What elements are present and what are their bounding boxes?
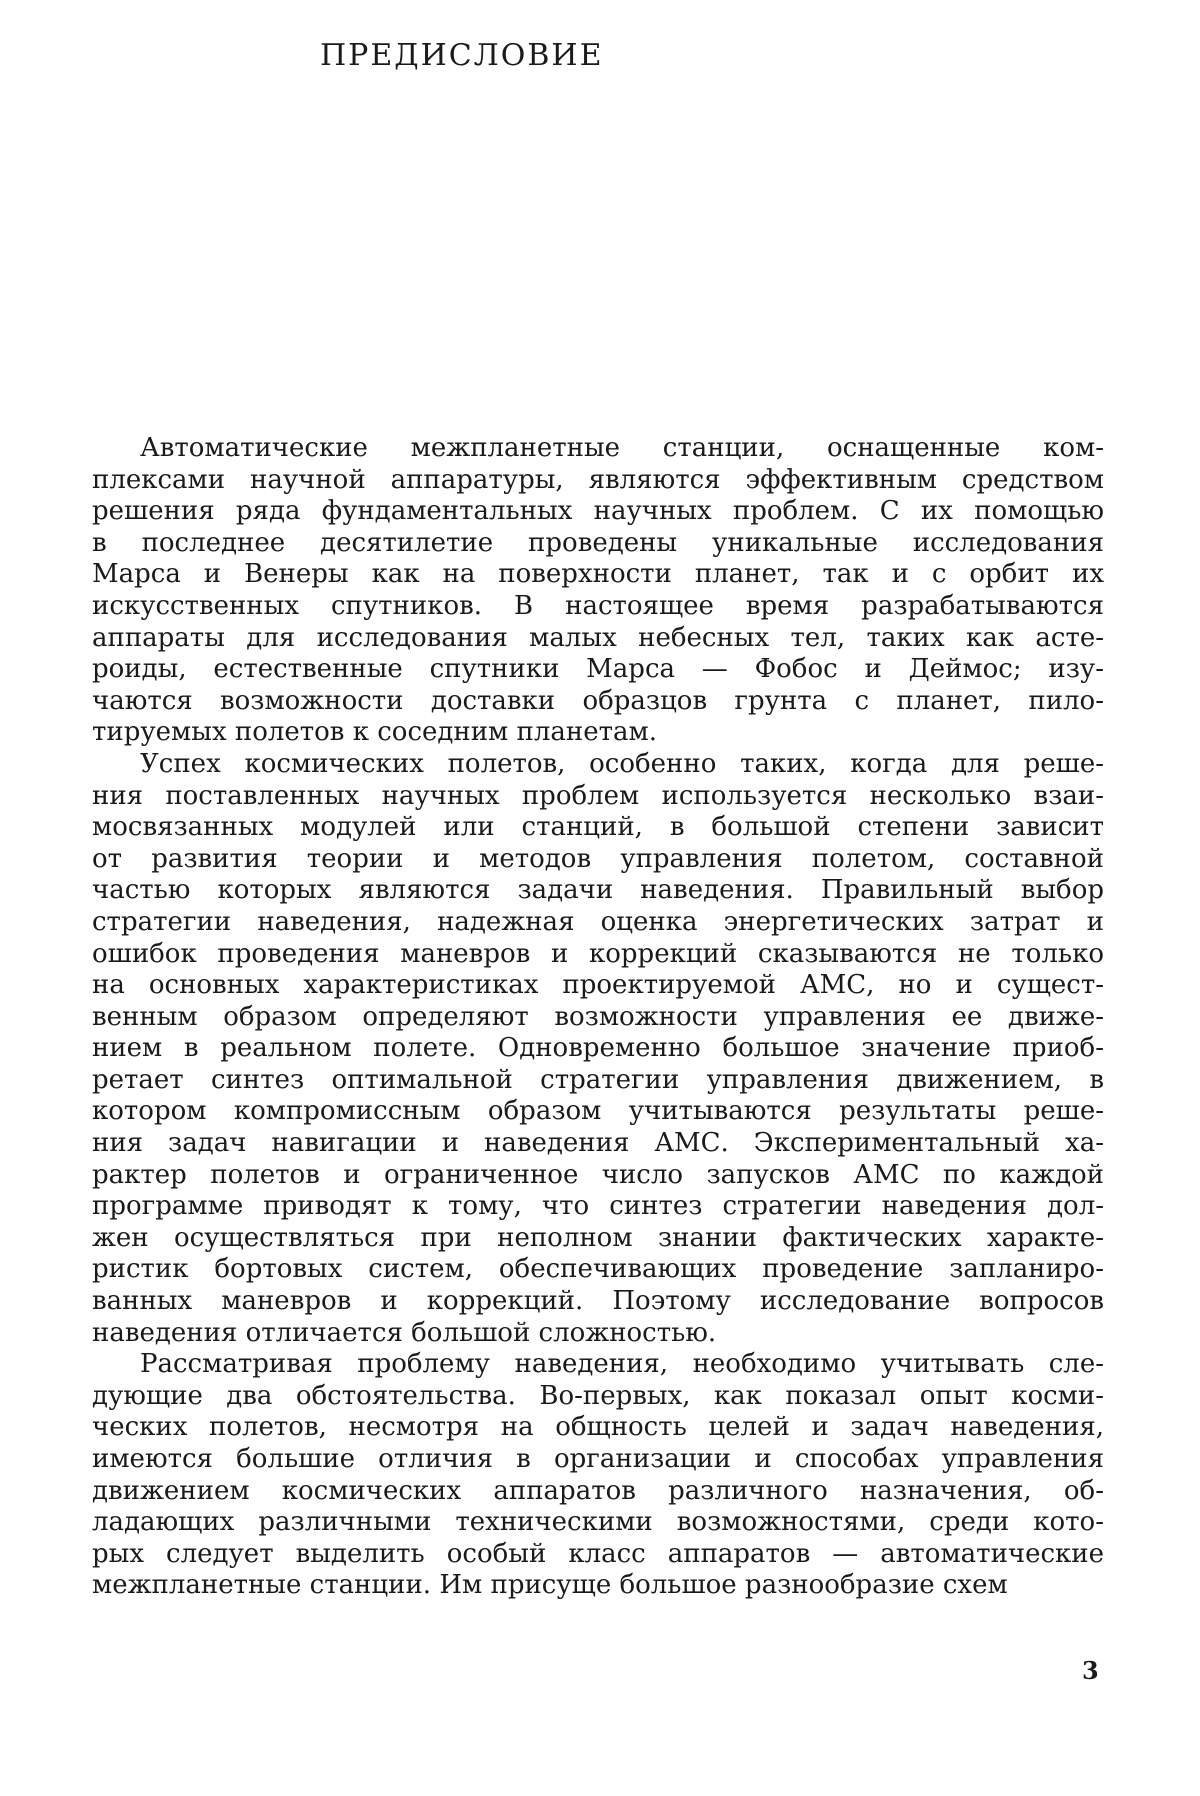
text-line: тируемых полетов к соседним планетам. — [92, 717, 657, 748]
text-line: движением космических аппаратов различного назначения, об- — [92, 1475, 1104, 1506]
text-line: роиды, естественные спутники Марса — Фобос и Деймос; изу- — [92, 654, 1104, 685]
text-line: ошибок проведения маневров и коррекций сказываются не только — [92, 938, 1104, 969]
text-line: ретает синтез оптимальной стратегии управления движением, в — [92, 1064, 1104, 1095]
paragraph — [92, 433, 1104, 749]
text-line: ладающих различными техническими возможностями, среди кото- — [92, 1507, 1104, 1538]
text-line: от развития теории и методов управления полетом, составной — [92, 843, 1104, 874]
text-line: рых следует выделить особый класс аппаратов — автоматические — [92, 1538, 1104, 1569]
text-line: на основных характеристиках проектируемой АМС, но и сущест- — [92, 970, 1104, 1001]
text-line: программе приводят к тому, что синтез стратегии наведения дол- — [92, 1191, 1104, 1222]
text-line: Успех космических полетов, особенно таких, когда для реше- — [140, 748, 1104, 779]
text-line: межпланетные станции. Им присуще большое разнообразие схем — [92, 1570, 1008, 1601]
text-line: решения ряда фундаментальных научных проблем. С их помощью — [92, 496, 1104, 527]
text-line: дующие два обстоятельства. Во-первых, как показал опыт косми- — [92, 1380, 1104, 1411]
text-line: искусственных спутников. В настоящее время разрабатываются — [92, 590, 1104, 621]
text-line: рактер полетов и ограниченное число запусков АМС по каждой — [92, 1159, 1104, 1190]
text-line: Рассматривая проблему наведения, необходимо учитывать сле- — [140, 1349, 1104, 1380]
text-line: стратегии наведения, надежная оценка энергетических затрат и — [92, 906, 1104, 937]
page-number: 3 — [1082, 1656, 1099, 1685]
text-line: частью которых являются задачи наведения. Правильный выбор — [92, 875, 1104, 906]
text-line: ния поставленных научных проблем используется несколько взаи- — [92, 780, 1104, 811]
text-line: ристик бортовых систем, обеспечивающих проведение запланиро- — [92, 1254, 1104, 1285]
text-line: наведения отличается большой сложностью. — [92, 1317, 717, 1348]
text-line: аппараты для исследования малых небесных тел, таких как асте- — [92, 622, 1104, 653]
text-line: котором компромиссным образом учитываются результаты реше- — [92, 1096, 1104, 1127]
text-line: ческих полетов, несмотря на общность целей и задач наведения, — [92, 1412, 1104, 1443]
page-title: ПРЕДИСЛОВИЕ — [320, 38, 604, 73]
text-line: ванных маневров и коррекций. Поэтому исследование вопросов — [92, 1286, 1104, 1317]
paragraph — [92, 749, 1104, 1349]
text-line: жен осуществляться при неполном знании фактических характе- — [92, 1222, 1104, 1253]
text-line: Автоматические межпланетные станции, оснащенные ком- — [140, 433, 1104, 463]
paragraph — [92, 1349, 1104, 1602]
text-line: в последнее десятилетие проведены уникальные исследования — [92, 527, 1104, 558]
text-line: чаются возможности доставки образцов грунта с планет, пило- — [92, 685, 1104, 716]
text-line: имеются большие отличия в организации и способах управления — [92, 1444, 1104, 1474]
text-line: нием в реальном полете. Одновременно большое значение приоб- — [92, 1033, 1104, 1064]
text-line: плексами научной аппаратуры, являются эффективным средством — [92, 464, 1104, 495]
body-text — [92, 433, 1104, 1602]
text-line: Марса и Венеры как на поверхности планет, так и с орбит их — [92, 559, 1104, 590]
text-line: венным образом определяют возможности управления ее движе- — [92, 1001, 1104, 1032]
text-line: ния задач навигации и наведения АМС. Экспериментальный ха- — [92, 1128, 1104, 1159]
text-line: мосвязанных модулей или станций, в большой степени зависит — [92, 812, 1104, 843]
